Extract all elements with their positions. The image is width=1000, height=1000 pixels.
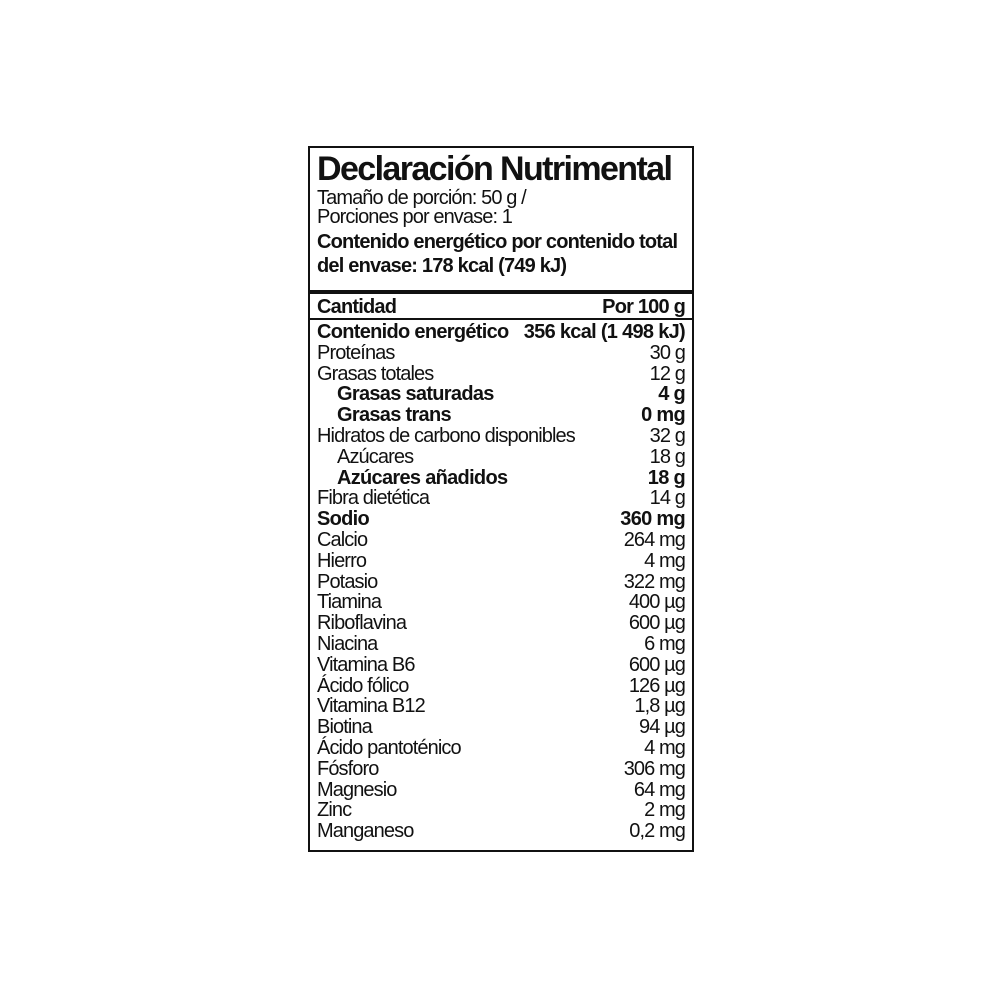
nutrient-row [317, 447, 685, 468]
nutrient-value: 4 mg [644, 549, 685, 572]
nutrient-value: 600 µg [628, 653, 685, 676]
nutrient-list [310, 320, 692, 842]
nutrient-name: Ácido fólico [317, 674, 409, 697]
nutrient-value: 306 mg [623, 757, 685, 780]
nutrient-name: Proteínas [317, 341, 395, 364]
nutrient-row [317, 592, 685, 613]
energy-total [317, 230, 685, 278]
nutrient-name: Vitamina B12 [317, 695, 425, 718]
nutrient-value: 126 µg [628, 674, 685, 697]
nutrient-value: 600 µg [628, 612, 685, 635]
nutrient-value: 12 g [649, 362, 685, 385]
nutrient-row [317, 613, 685, 634]
nutrient-name: Grasas totales [317, 362, 434, 385]
nutrient-row [317, 384, 685, 405]
energy-total-line2: del envase: 178 kcal (749 kJ) [317, 255, 567, 277]
nutrient-value: 0,2 mg [629, 820, 685, 843]
nutrient-name: Fibra dietética [317, 487, 430, 510]
nutrient-value: 4 mg [644, 736, 685, 759]
nutrient-value: 2 mg [644, 799, 685, 822]
label-title: Declaración Nutrimental [317, 150, 672, 188]
nutrient-name: Hidratos de carbono disponibles [317, 424, 575, 447]
nutrient-row [317, 343, 685, 364]
nutrient-value: 30 g [649, 341, 685, 364]
serving-size: Tamaño de porción: 50 g / [317, 187, 526, 209]
nutrient-name: Fósforo [317, 757, 379, 780]
nutrient-value: 400 µg [628, 591, 685, 614]
nutrient-name: Grasas saturadas [337, 383, 494, 406]
nutrient-value: 322 mg [623, 570, 685, 593]
nutrient-row [317, 468, 685, 489]
nutrient-value: 18 g [647, 466, 685, 489]
nutrient-row [317, 676, 685, 697]
nutrient-name: Contenido energético [317, 321, 509, 343]
nutrient-row [317, 405, 685, 426]
nutrient-value: 18 g [649, 445, 685, 468]
nutrient-name: Niacina [317, 632, 378, 655]
label-header [310, 148, 692, 290]
nutrient-name: Potasio [317, 570, 378, 593]
nutrient-name: Sodio [317, 508, 370, 531]
nutrition-label [308, 146, 694, 852]
nutrient-row [317, 530, 685, 551]
nutrient-value: 0 mg [641, 404, 685, 427]
nutrient-row [317, 738, 685, 759]
nutrient-row [317, 634, 685, 655]
nutrient-name: Magnesio [317, 778, 397, 801]
nutrient-name: Riboflavina [317, 612, 407, 635]
nutrient-value: 14 g [649, 487, 685, 510]
nutrient-value: 360 mg [620, 508, 685, 531]
nutrient-name: Hierro [317, 549, 367, 572]
nutrient-row [317, 364, 685, 385]
nutrient-name: Azúcares añadidos [337, 466, 508, 489]
nutrient-row [317, 780, 685, 801]
nutrient-row [317, 322, 685, 343]
servings-per-container: Porciones por envase: 1 [317, 206, 512, 228]
nutrient-name: Biotina [317, 716, 372, 739]
nutrient-name: Manganeso [317, 820, 414, 843]
nutrient-row [317, 426, 685, 447]
nutrient-name: Azúcares [337, 445, 414, 468]
nutrient-name: Calcio [317, 528, 368, 551]
nutrient-row [317, 551, 685, 572]
column-header [310, 294, 692, 318]
nutrient-value: 4 g [658, 383, 685, 406]
nutrient-row [317, 509, 685, 530]
nutrient-value: 6 mg [644, 632, 685, 655]
nutrient-value: 1,8 µg [634, 695, 685, 718]
energy-total-line1: Contenido energético por contenido total [317, 231, 678, 253]
nutrient-row [317, 821, 685, 842]
nutrient-value: 264 mg [623, 528, 685, 551]
nutrient-row [317, 717, 685, 738]
column-per-100g: Por 100 g [602, 296, 685, 318]
nutrient-value: 94 µg [639, 716, 685, 739]
nutrient-row [317, 800, 685, 821]
nutrient-row [317, 759, 685, 780]
nutrient-name: Grasas trans [337, 404, 451, 427]
nutrient-value: 32 g [649, 424, 685, 447]
nutrient-value: 64 mg [633, 778, 685, 801]
nutrient-name: Zinc [317, 799, 352, 822]
nutrient-row [317, 655, 685, 676]
nutrient-name: Tiamina [317, 591, 382, 614]
nutrient-row [317, 696, 685, 717]
column-quantity: Cantidad [317, 296, 397, 318]
nutrient-row [317, 572, 685, 593]
nutrient-name: Vitamina B6 [317, 653, 415, 676]
nutrient-value: 356 kcal (1 498 kJ) [523, 321, 685, 343]
nutrient-name: Ácido pantoténico [317, 736, 461, 759]
nutrient-row [317, 488, 685, 509]
